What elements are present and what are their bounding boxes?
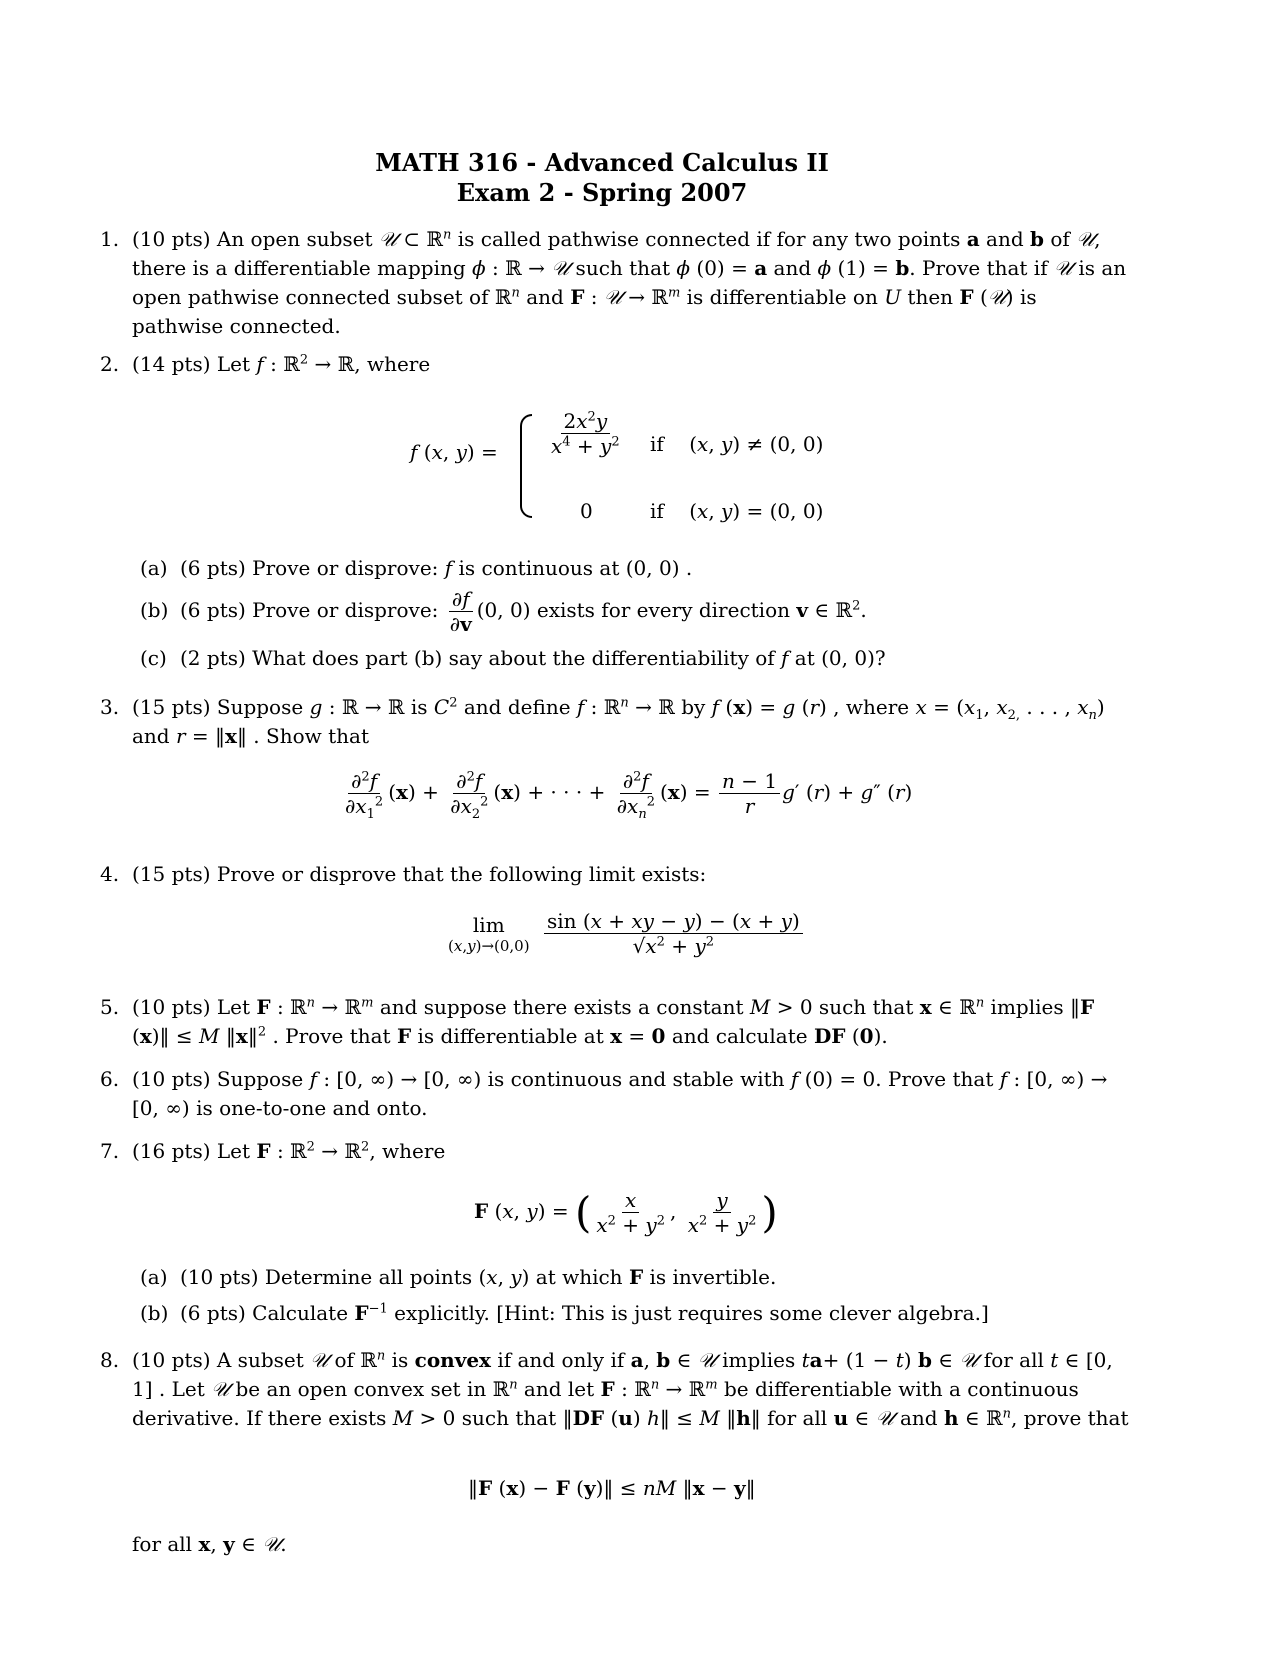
laplacian-equation: $\frac{\partial^2f}{\partial x_1^2}$ (x) + $\frac{\partial^2f}{\partial x_2^2}$ (x) + · · · + $\frac{\partial^2f}{\partial x_n^2}$ (x) = $\frac{n - 1}{r}$ g′ (r) + g″ (r) (345, 769, 913, 822)
exam-title: Exam 2 - Spring 2007 (456, 178, 748, 207)
subpart-7a: (a) (10 pts) Determine all points (x, y) at which F is invertible. (140, 1265, 777, 1289)
problem-8 (100, 1346, 1132, 1433)
problem-number: 2. (100, 352, 120, 376)
piecewise-lhs: f (x, y) = (410, 440, 498, 464)
subpart-2c: (c) (2 pts) What does part (b) say about the differentiability of f at (0, 0)? (140, 646, 886, 670)
problem-text: (10 pts) Let F : ℝ$^n$ → ℝ$^m$ and suppose there exists a constant M > 0 such that x ∈ ℝ$^n$ implies ‖F (x)‖ ≤ M ‖x‖$^2$ . Prove that F is differentiable at x = 0 and calculate DF (0). (132, 995, 1095, 1048)
problem-points: (15 pts) (132, 695, 211, 719)
subpart-7b: (b) (6 pts) Calculate $F^{-1}$ explicitly. [Hint: This is just requires some clever algebra.] (140, 1301, 989, 1325)
problem-number: 1. (100, 227, 120, 251)
problem-text: (16 pts) Let F : ℝ$^2$ → ℝ$^2$, where (132, 1139, 446, 1163)
closing-text: for all x, y ∈ 𝒰. (132, 1532, 287, 1556)
problem-2 (100, 350, 1132, 379)
problem-points: (10 pts) (132, 1067, 211, 1091)
problem-5 (100, 993, 1132, 1051)
problem-points: (10 pts) (132, 995, 211, 1019)
problem-4 (100, 860, 1132, 889)
problem-6 (100, 1065, 1132, 1123)
piecewise-case-2: 0 (580, 499, 593, 523)
subpart-2b: (b) (6 pts) Prove or disprove: $\frac{\partial f}{\partial v}$ (0, 0) exists for every direction v ∈ ℝ$^2$. (140, 587, 867, 636)
vector-function: F (x, y) = ( $\frac{x}{x^2 + y^2}$ , $\frac{y}{x^2 + y^2}$ ) (474, 1188, 778, 1237)
problem-text: (14 pts) Let f : ℝ$^2$ → ℝ, where (132, 352, 431, 376)
problem-number: 3. (100, 695, 120, 719)
problem-number: 6. (100, 1067, 120, 1091)
problem-number: 5. (100, 995, 120, 1019)
problem-number: 8. (100, 1348, 120, 1372)
problem-text: (10 pts) A subset 𝒰 of ℝ$^n$ is convex if and only if a, b ∈ 𝒰 implies ta+ (1 − t) b ∈ 𝒰 for all t ∈ [0, 1] . Let 𝒰 be an open convex set in ℝ$^n$ and let F : ℝ$^n$ → ℝ$^m$ be differentiable with a continuous derivative. If there exists M > 0 such that ‖DF (u) h‖ ≤ M ‖h‖ for all u ∈ 𝒰 and h ∈ ℝ$^n$, prove that (132, 1348, 1129, 1430)
limit-expression: lim (x,y)→(0,0) $\frac{\sin (x + xy - y) - (x + y)}{√x^2 + y^2}$ (448, 910, 805, 957)
problem-points: (10 pts) (132, 1348, 211, 1372)
problem-1 (100, 225, 1132, 341)
problem-text: (10 pts) Suppose f : [0, ∞) → [0, ∞) is continuous and stable with f (0) = 0. Prove that f : [0, ∞) → [0, ∞) is one-to-one and onto. (132, 1067, 1108, 1120)
problem-3 (100, 693, 1132, 751)
lipschitz-inequality: ‖F (x) − F (y)‖ ≤ nM ‖x − y‖ (468, 1476, 756, 1500)
course-title: MATH 316 - Advanced Calculus II (375, 148, 829, 177)
problem-points: (15 pts) (132, 862, 211, 886)
problem-text: (10 pts) An open subset 𝒰 ⊂ ℝ$^n$ is called pathwise connected if for any two points a and b of 𝒰, there is a differentiable mapping ϕ : ℝ → 𝒰 such that ϕ (0) = a and ϕ (1) = b. Prove that if 𝒰 is an open pathwise connected subset of ℝ$^n$ and F : 𝒰 → ℝ$^m$ is differentiable on U then F (𝒰) is pathwise connected. (132, 227, 1127, 338)
problem-points: (10 pts) (132, 227, 211, 251)
problem-text: (15 pts) Suppose g : ℝ → ℝ is $C^2$ and define f : ℝ$^n$ → ℝ by f (x) = g (r) , where $x = (x_1$, $x_{2,}$ . . . , $x_n$) and r = ‖x‖ . Show that (132, 695, 1105, 748)
piecewise-brace (520, 414, 532, 518)
piecewise-cond-1: if (x, y) ≠ (0, 0) (650, 432, 824, 456)
problem-text: (15 pts) Prove or disprove that the following limit exists: (132, 862, 707, 886)
exam-header (0, 148, 1204, 208)
problem-points: (14 pts) (132, 352, 211, 376)
subpart-2a: (a) (6 pts) Prove or disprove: f is continuous at (0, 0) . (140, 556, 693, 580)
problem-number: 4. (100, 862, 120, 886)
piecewise-cond-2: if (x, y) = (0, 0) (650, 499, 824, 523)
problem-number: 7. (100, 1139, 120, 1163)
problem-7 (100, 1137, 1132, 1166)
problem-points: (16 pts) (132, 1139, 211, 1163)
piecewise-case-1: $\frac{2x^2y}{x^4 + y^2}$ (551, 409, 620, 458)
